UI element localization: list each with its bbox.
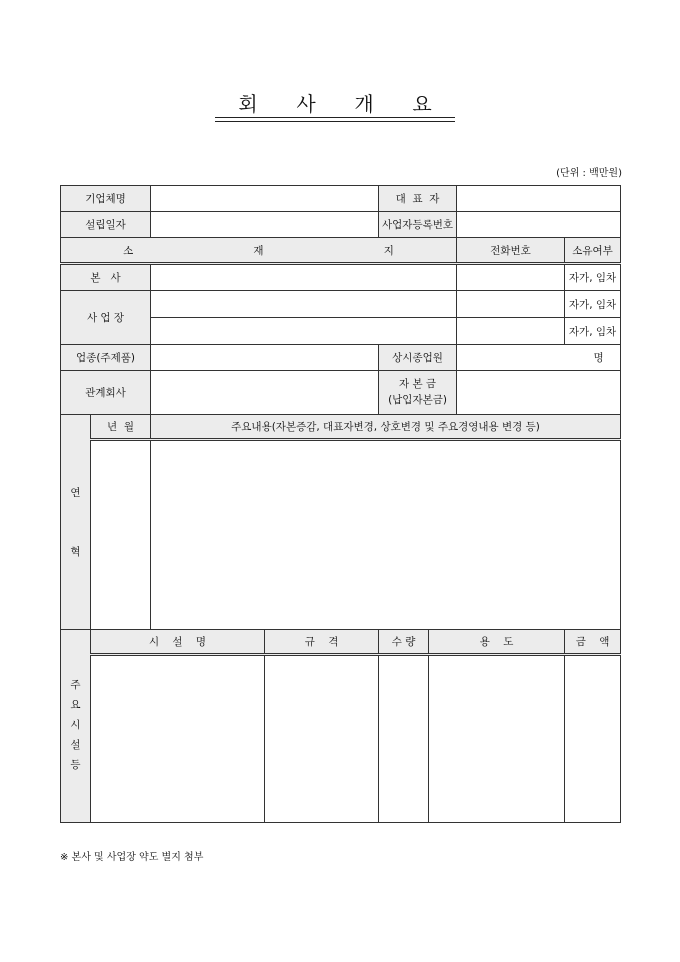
capital-field[interactable] bbox=[457, 371, 621, 415]
worksite-phone-field-1[interactable] bbox=[457, 291, 565, 318]
history-content-header: 주요내용(자본증감, 대표자변경, 상호변경 및 주요경영내용 변경 등) bbox=[151, 415, 621, 440]
company-name-field[interactable] bbox=[151, 186, 379, 212]
facility-qty-header: 수 량 bbox=[379, 630, 429, 655]
document-title bbox=[215, 88, 455, 117]
title-char-1: 회 bbox=[238, 92, 258, 116]
head-office-phone-field[interactable] bbox=[457, 264, 565, 291]
facilities-side-label bbox=[61, 630, 91, 823]
location-header bbox=[61, 238, 457, 264]
worksite-ownership-2: 자가, 임차 bbox=[565, 318, 621, 345]
history-side-char-1: 연 bbox=[70, 487, 81, 499]
unit-label: (단위 : 백만원) bbox=[556, 168, 622, 179]
biz-reg-no-label: 사업자등록번호 bbox=[379, 212, 457, 238]
worksite-address-field-2[interactable] bbox=[151, 318, 457, 345]
founded-field[interactable] bbox=[151, 212, 379, 238]
history-side-char-2: 혁 bbox=[70, 546, 81, 558]
title-char-4: 요 bbox=[412, 92, 432, 116]
title-underline-2 bbox=[215, 121, 455, 122]
history-date-header: 년 월 bbox=[91, 415, 151, 440]
history-side-label bbox=[61, 415, 91, 630]
facility-spec-field[interactable] bbox=[265, 655, 379, 823]
capital-label bbox=[379, 371, 457, 415]
facilities-side-char-2: 요 bbox=[70, 699, 81, 712]
worksite-label: 사 업 장 bbox=[61, 291, 151, 345]
affiliates-field[interactable] bbox=[151, 371, 379, 415]
worksite-phone-field-2[interactable] bbox=[457, 318, 565, 345]
facility-amount-header: 금 액 bbox=[565, 630, 621, 655]
title-char-3: 개 bbox=[354, 92, 374, 116]
ownership-header: 소유여부 bbox=[565, 238, 621, 264]
title-underline bbox=[215, 117, 455, 118]
representative-label: 대 표 자 bbox=[379, 186, 457, 212]
facilities-side-char-5: 등 bbox=[70, 758, 81, 771]
company-name-label: 기업체명 bbox=[61, 186, 151, 212]
biz-reg-no-field[interactable] bbox=[457, 212, 621, 238]
founded-label: 설립일자 bbox=[61, 212, 151, 238]
facility-use-field[interactable] bbox=[429, 655, 565, 823]
employees-unit: 명 bbox=[593, 352, 604, 364]
phone-header: 전화번호 bbox=[457, 238, 565, 264]
attachment-note: ※ 본사 및 사업장 약도 별지 첨부 bbox=[60, 852, 204, 863]
location-header-so: 소 bbox=[123, 244, 134, 257]
head-office-label: 본 사 bbox=[61, 264, 151, 291]
worksite-address-field-1[interactable] bbox=[151, 291, 457, 318]
affiliates-label: 관계회사 bbox=[61, 371, 151, 415]
worksite-ownership-1: 자가, 임차 bbox=[565, 291, 621, 318]
facility-qty-field[interactable] bbox=[379, 655, 429, 823]
title-char-2: 사 bbox=[296, 92, 316, 116]
history-content-field[interactable] bbox=[151, 440, 621, 630]
industry-label: 업종(주제품) bbox=[61, 345, 151, 371]
location-header-ji: 지 bbox=[383, 244, 394, 257]
facility-spec-header: 규 격 bbox=[265, 630, 379, 655]
facilities-side-char-3: 시 bbox=[70, 719, 81, 732]
employees-label: 상시종업원 bbox=[379, 345, 457, 371]
industry-field[interactable] bbox=[151, 345, 379, 371]
facility-use-header: 용 도 bbox=[429, 630, 565, 655]
capital-label-line2: (납입자본금) bbox=[388, 393, 447, 406]
facility-name-field[interactable] bbox=[91, 655, 265, 823]
representative-field[interactable] bbox=[457, 186, 621, 212]
facilities-side-char-1: 주 bbox=[70, 679, 81, 692]
history-date-field[interactable] bbox=[91, 440, 151, 630]
capital-label-line1: 자 본 금 bbox=[398, 377, 437, 390]
location-header-jae: 재 bbox=[253, 244, 264, 257]
facility-amount-field[interactable] bbox=[565, 655, 621, 823]
head-office-ownership: 자가, 임차 bbox=[565, 264, 621, 291]
facilities-side-char-4: 설 bbox=[70, 738, 81, 751]
facility-name-header: 시 설 명 bbox=[91, 630, 265, 655]
employees-field[interactable] bbox=[457, 345, 621, 371]
company-overview-form bbox=[60, 185, 621, 823]
head-office-address-field[interactable] bbox=[151, 264, 457, 291]
